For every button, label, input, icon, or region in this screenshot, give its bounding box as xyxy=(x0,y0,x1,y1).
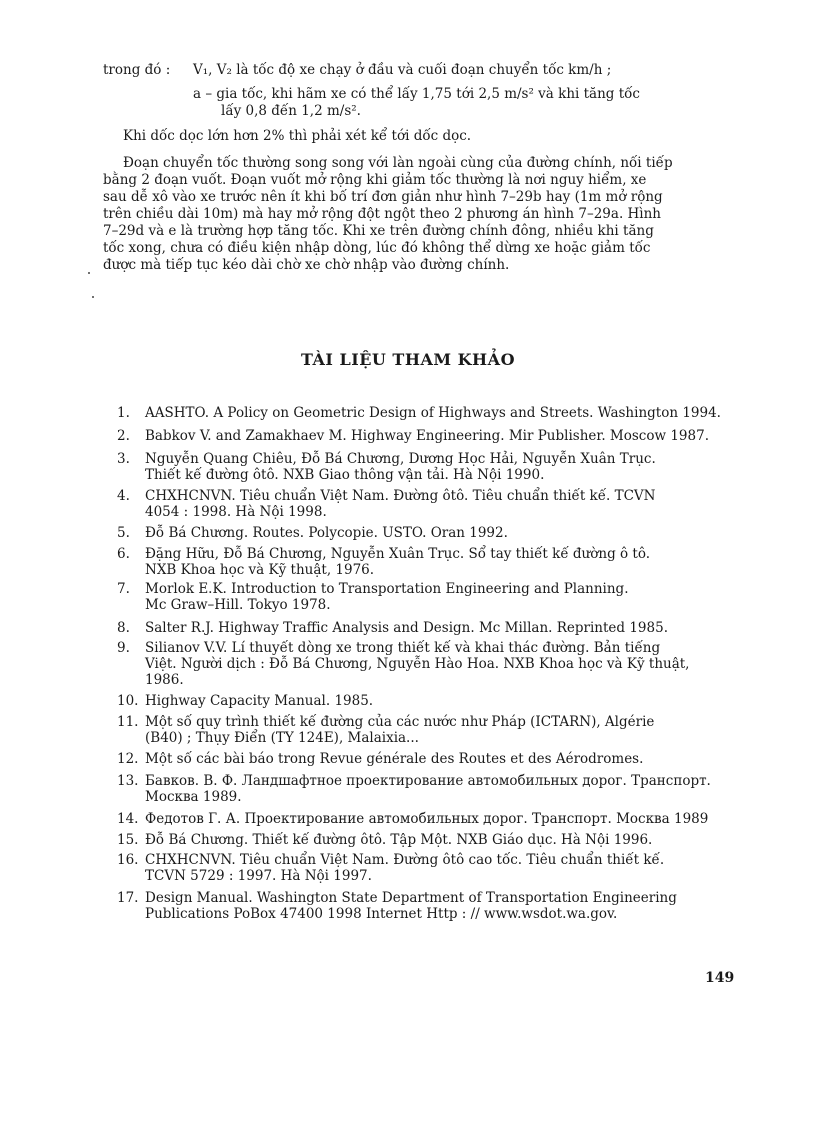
reference-number: 15. xyxy=(117,832,139,848)
reference-number: 2. xyxy=(117,428,130,444)
reference-text: Москва 1989. xyxy=(145,789,242,805)
reference-item xyxy=(117,832,757,848)
reference-item xyxy=(117,525,757,541)
scan-speck xyxy=(88,272,90,274)
reference-item xyxy=(117,428,757,444)
paragraph-line: sau dễ xô vào xe trước nên ít khi bố trí đơn giản như hình 7–29b hay (1m mở rộng xyxy=(103,189,663,205)
reference-number: 17. xyxy=(117,890,139,906)
where-label: trong đó : xyxy=(103,62,171,78)
reference-item xyxy=(117,773,757,805)
paragraph-line: 7–29d và e là trường hợp tăng tốc. Khi xe trên đường chính đông, nhiều khi tăng xyxy=(103,223,654,239)
reference-text: Highway Capacity Manual. 1985. xyxy=(145,693,374,709)
reference-text: 1986. xyxy=(145,672,184,688)
acceleration-definition-line1: a – gia tốc, khi hãm xe có thể lấy 1,75 tới 2,5 m/s² và khi tăng tốc xyxy=(193,86,640,102)
reference-item xyxy=(117,488,757,520)
reference-item xyxy=(117,405,757,421)
reference-text: NXB Khoa học và Kỹ thuật, 1976. xyxy=(145,562,375,578)
page-number: 149 xyxy=(705,970,735,986)
paragraph-line: trên chiều dài 10m) mà hay mở rộng đột ngột theo 2 phương án hình 7–29a. Hình xyxy=(103,206,662,222)
reference-number: 4. xyxy=(117,488,130,504)
reference-item xyxy=(117,620,757,636)
reference-number: 16. xyxy=(117,852,139,868)
reference-text: Nguyễn Quang Chiêu, Đỗ Bá Chương, Dương Học Hải, Nguyễn Xuân Trục. xyxy=(145,451,656,467)
reference-item xyxy=(117,640,757,688)
reference-text: Việt. Người dịch : Đỗ Bá Chương, Nguyễn Hào Hoa. NXB Khoa học và Kỹ thuật, xyxy=(145,656,690,672)
reference-number: 7. xyxy=(117,581,130,597)
reference-item xyxy=(117,581,757,613)
reference-text: CHXHCNVN. Tiêu chuẩn Việt Nam. Đường ôtô cao tốc. Tiêu chuẩn thiết kế. xyxy=(145,852,665,868)
scan-speck xyxy=(92,296,94,298)
references-heading: TÀI LIỆU THAM KHẢO xyxy=(300,350,516,369)
acceleration-definition-line2: lấy 0,8 đến 1,2 m/s². xyxy=(221,103,361,119)
reference-text: Thiết kế đường ôtô. NXB Giao thông vận tải. Hà Nội 1990. xyxy=(145,467,545,483)
reference-number: 11. xyxy=(117,714,139,730)
reference-text: Đỗ Bá Chương. Thiết kế đường ôtô. Tập Một. NXB Giáo dục. Hà Nội 1996. xyxy=(145,832,653,848)
reference-number: 6. xyxy=(117,546,130,562)
reference-text: Morlok E.K. Introduction to Transportation Engineering and Planning. xyxy=(145,581,629,597)
reference-number: 9. xyxy=(117,640,130,656)
reference-text: AASHTO. A Policy on Geometric Design of Highways and Streets. Washington 1994. xyxy=(145,405,721,421)
reference-text: Silianov V.V. Lí thuyết dòng xe trong thiết kế và khai thác đường. Bản tiếng xyxy=(145,640,661,656)
reference-text: Một số quy trình thiết kế đường của các nước như Pháp (ICTARN), Algérie xyxy=(145,714,655,730)
reference-number: 1. xyxy=(117,405,130,421)
reference-text: Бавков. В. Ф. Ландшафтное проектирование автомобильных дорог. Транспорт. xyxy=(145,773,711,789)
reference-text: CHXHCNVN. Tiêu chuẩn Việt Nam. Đường ôtô. Tiêu chuẩn thiết kế. TCVN xyxy=(145,488,656,504)
slope-note: Khi dốc dọc lớn hơn 2% thì phải xét kể tới dốc dọc. xyxy=(123,128,472,144)
reference-item xyxy=(117,693,757,709)
reference-number: 8. xyxy=(117,620,130,636)
reference-text: Một số các bài báo trong Revue générale des Routes et des Aérodromes. xyxy=(145,751,644,767)
reference-text: 4054 : 1998. Hà Nội 1998. xyxy=(145,504,327,520)
paragraph-line: được mà tiếp tục kéo dài chờ xe chờ nhập vào đường chính. xyxy=(103,257,510,273)
reference-text: Федотов Г. А. Проектирование автомобильных дорог. Транспорт. Москва 1989 xyxy=(145,811,709,827)
reference-number: 13. xyxy=(117,773,139,789)
reference-text: Đặng Hữu, Đỗ Bá Chương, Nguyễn Xuân Trục. Sổ tay thiết kế đường ô tô. xyxy=(145,546,651,562)
reference-number: 10. xyxy=(117,693,139,709)
reference-item xyxy=(117,890,757,922)
reference-item xyxy=(117,811,757,827)
reference-text: TCVN 5729 : 1997. Hà Nội 1997. xyxy=(145,868,372,884)
reference-text: Babkov V. and Zamakhaev M. Highway Engineering. Mir Publisher. Moscow 1987. xyxy=(145,428,709,444)
reference-item xyxy=(117,852,757,884)
reference-item xyxy=(117,451,757,483)
reference-item xyxy=(117,546,757,578)
reference-text: Publications PoBox 47400 1998 Internet Http : // www.wsdot.wa.gov. xyxy=(145,906,618,922)
paragraph-line: bằng 2 đoạn vuốt. Đoạn vuốt mở rộng khi giảm tốc thường là nơi nguy hiểm, xe xyxy=(103,172,647,188)
reference-text: Design Manual. Washington State Department of Transportation Engineering xyxy=(145,890,677,906)
reference-number: 3. xyxy=(117,451,130,467)
reference-item xyxy=(117,751,757,767)
paragraph-line: tốc xong, chưa có điều kiện nhập dòng, lúc đó không thể dừng xe hoặc giảm tốc xyxy=(103,240,651,256)
reference-number: 5. xyxy=(117,525,130,541)
reference-text: Đỗ Bá Chương. Routes. Polycopie. USTO. Oran 1992. xyxy=(145,525,508,541)
reference-number: 12. xyxy=(117,751,139,767)
reference-item xyxy=(117,714,757,746)
reference-text: Salter R.J. Highway Traffic Analysis and Design. Mc Millan. Reprinted 1985. xyxy=(145,620,668,636)
velocity-definition: V₁, V₂ là tốc độ xe chạy ở đầu và cuối đoạn chuyển tốc km/h ; xyxy=(193,62,612,78)
reference-text: Mc Graw–Hill. Tokyo 1978. xyxy=(145,597,331,613)
reference-text: (B40) ; Thụy Điển (TY 124E), Malaixia... xyxy=(145,730,419,746)
paragraph-line: Đoạn chuyển tốc thường song song với làn ngoài cùng của đường chính, nối tiếp xyxy=(123,155,673,171)
reference-number: 14. xyxy=(117,811,139,827)
